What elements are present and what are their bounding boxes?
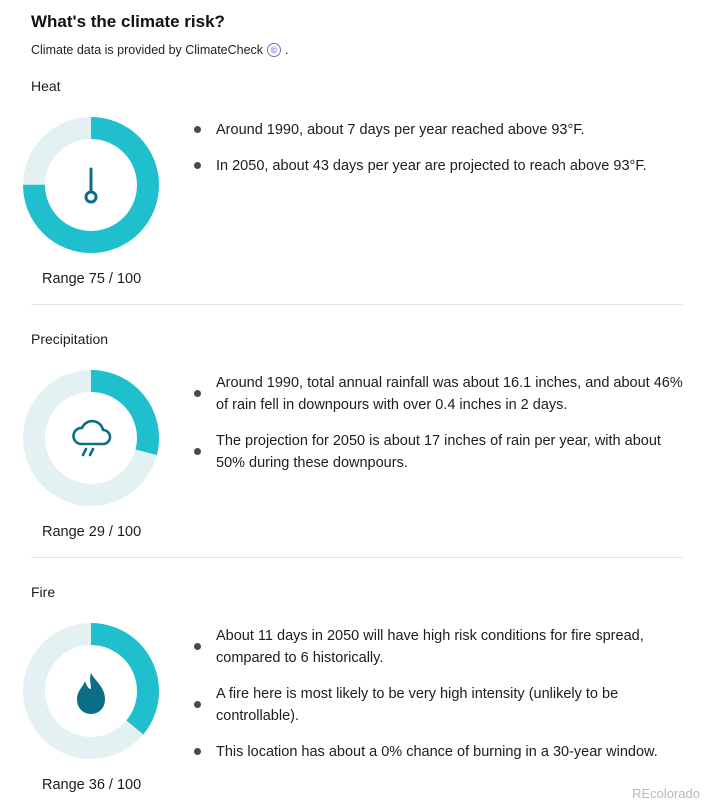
list-item: About 11 days in 2050 will have high risk conditions for fire spread, compared to 6 historically. <box>193 625 683 669</box>
provider-text: Climate data is provided by ClimateCheck <box>31 43 264 57</box>
heat-range-label: Range 75 / 100 <box>42 271 142 287</box>
precipitation-range-label: Range 29 / 100 <box>42 524 142 540</box>
data-provider-note <box>31 43 289 57</box>
watermark: REcolorado <box>632 786 700 801</box>
provider-suffix: . <box>285 43 289 57</box>
precipitation-title: Precipitation <box>31 331 109 347</box>
heat-gauge <box>23 117 159 253</box>
flame-icon <box>77 673 105 714</box>
list-item: A fire here is most likely to be very high intensity (unlikely to be controllable). <box>193 683 683 727</box>
divider <box>31 304 683 305</box>
page-title: What's the climate risk? <box>31 12 225 31</box>
climatecheck-logo-icon[interactable]: © <box>267 43 281 57</box>
list-item: Around 1990, about 7 days per year reached above 93°F. <box>193 119 683 141</box>
divider <box>31 557 683 558</box>
thermometer-icon <box>86 169 96 202</box>
precipitation-facts-list <box>193 372 683 474</box>
list-item: In 2050, about 43 days per year are projected to reach above 93°F. <box>193 155 683 177</box>
list-item: This location has about a 0% chance of burning in a 30-year window. <box>193 741 683 763</box>
rain-cloud-icon <box>73 421 110 455</box>
list-item: Around 1990, total annual rainfall was about 16.1 inches, and about 46% of rain fell in downpours with over 0.4 inches in 2 days. <box>193 372 683 416</box>
fire-gauge <box>23 623 159 759</box>
fire-facts-list <box>193 625 683 763</box>
precipitation-gauge <box>23 370 159 506</box>
fire-title: Fire <box>31 584 56 600</box>
heat-title: Heat <box>31 78 61 94</box>
list-item: The projection for 2050 is about 17 inches of rain per year, with about 50% during these downpours. <box>193 430 683 474</box>
fire-range-label: Range 36 / 100 <box>42 777 142 793</box>
heat-facts-list <box>193 119 683 177</box>
